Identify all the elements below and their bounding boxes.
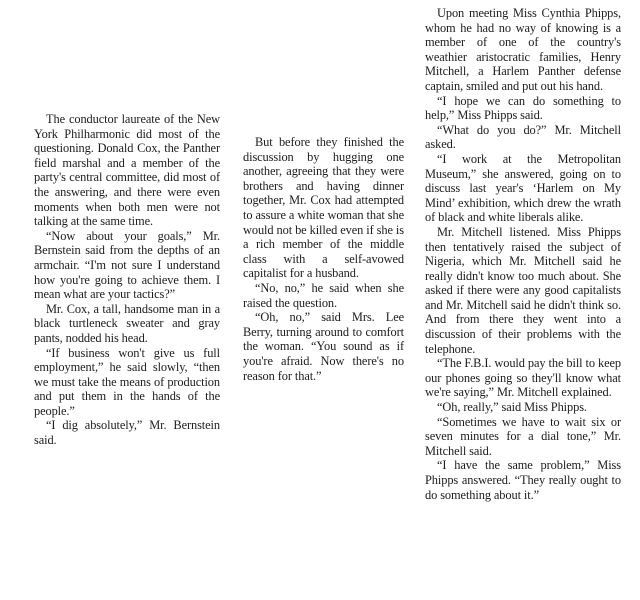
paragraph: “The F.B.I. would pay the bill to keep our phones going so they'll know what we're saying,” Mr. Mitchell explained. [425,356,621,400]
paragraph: “Oh, no,” said Mrs. Lee Berry, turning around to comfort the woman. “You sound as if you're afraid. Now there's no reason for that.” [243,310,404,383]
paragraph: Mr. Cox, a tall, handsome man in a black turtleneck sweater and gray pants, nodded his head. [34,301,220,345]
article-column-2 [243,135,404,383]
paragraph: “I hope we can do something to help,” Miss Phipps said. [425,93,621,123]
paragraph: Mr. Mitchell listened. Miss Phipps then tentatively raised the subject of Nigeria, which Mr. Mitchell said he really didn't know too much about. She asked if there were any good capitalists and Mr. Mitchell said he didn't think so. And from there they went into a discussion of their problems with the telephone. [425,224,621,356]
paragraph: “I work at the Metropolitan Museum,” she answered, going on to discuss last year's ‘Harlem on My Mind’ exhibition, which drew the wrath of black and white liberals alike. [425,151,621,225]
paragraph: “I dig absolutely,” Mr. Bernstein said. [34,418,220,448]
paragraph: “Now about your goals,” Mr. Bernstein said from the depths of an armchair. “I'm not sure I understand how you're going to achieve them. I mean what are your tactics?” [34,228,220,302]
paragraph: Upon meeting Miss Cynthia Phipps, whom he had no way of knowing is a member of one of the country's weathier aristocratic families, Henry Mitchell, a Harlem Panther defense captain, smiled and put out his hand. [425,6,621,93]
paragraph: “Oh, really,” said Miss Phipps. [437,400,587,415]
paragraph: But before they finished the discussion by hugging one another, agreeing that they were brothers and having dinner together, Mr. Cox had attempted to assure a white woman that she would not be killed even if she is a rich member of the middle class with a self-avowed capitalist for a husband. [243,135,404,281]
paragraph: “Sometimes we have to wait six or seven minutes for a dial tone,” Mr. Mitchell said. [425,414,621,458]
paragraph: “What do you do?” Mr. Mitchell asked. [425,122,621,152]
paragraph: The conductor laureate of the New York Philharmonic did most of the questioning. Donald Cox, the Panther field marshal and a member of the party's central committee, did most of the answering, and there were even moments when both men were not talking at the same time. [34,112,220,229]
article-column-3 [425,6,621,502]
paragraph: “No, no,” he said when she raised the question. [243,280,404,310]
paragraph: “I have the same problem,” Miss Phipps answered. “They really ought to do something about it.” [425,458,621,502]
article-column-1 [34,112,220,448]
paragraph: “If business won't give us full employment,” he said slowly, “then we must take the means of production and put them in the hands of the people.” [34,345,220,418]
